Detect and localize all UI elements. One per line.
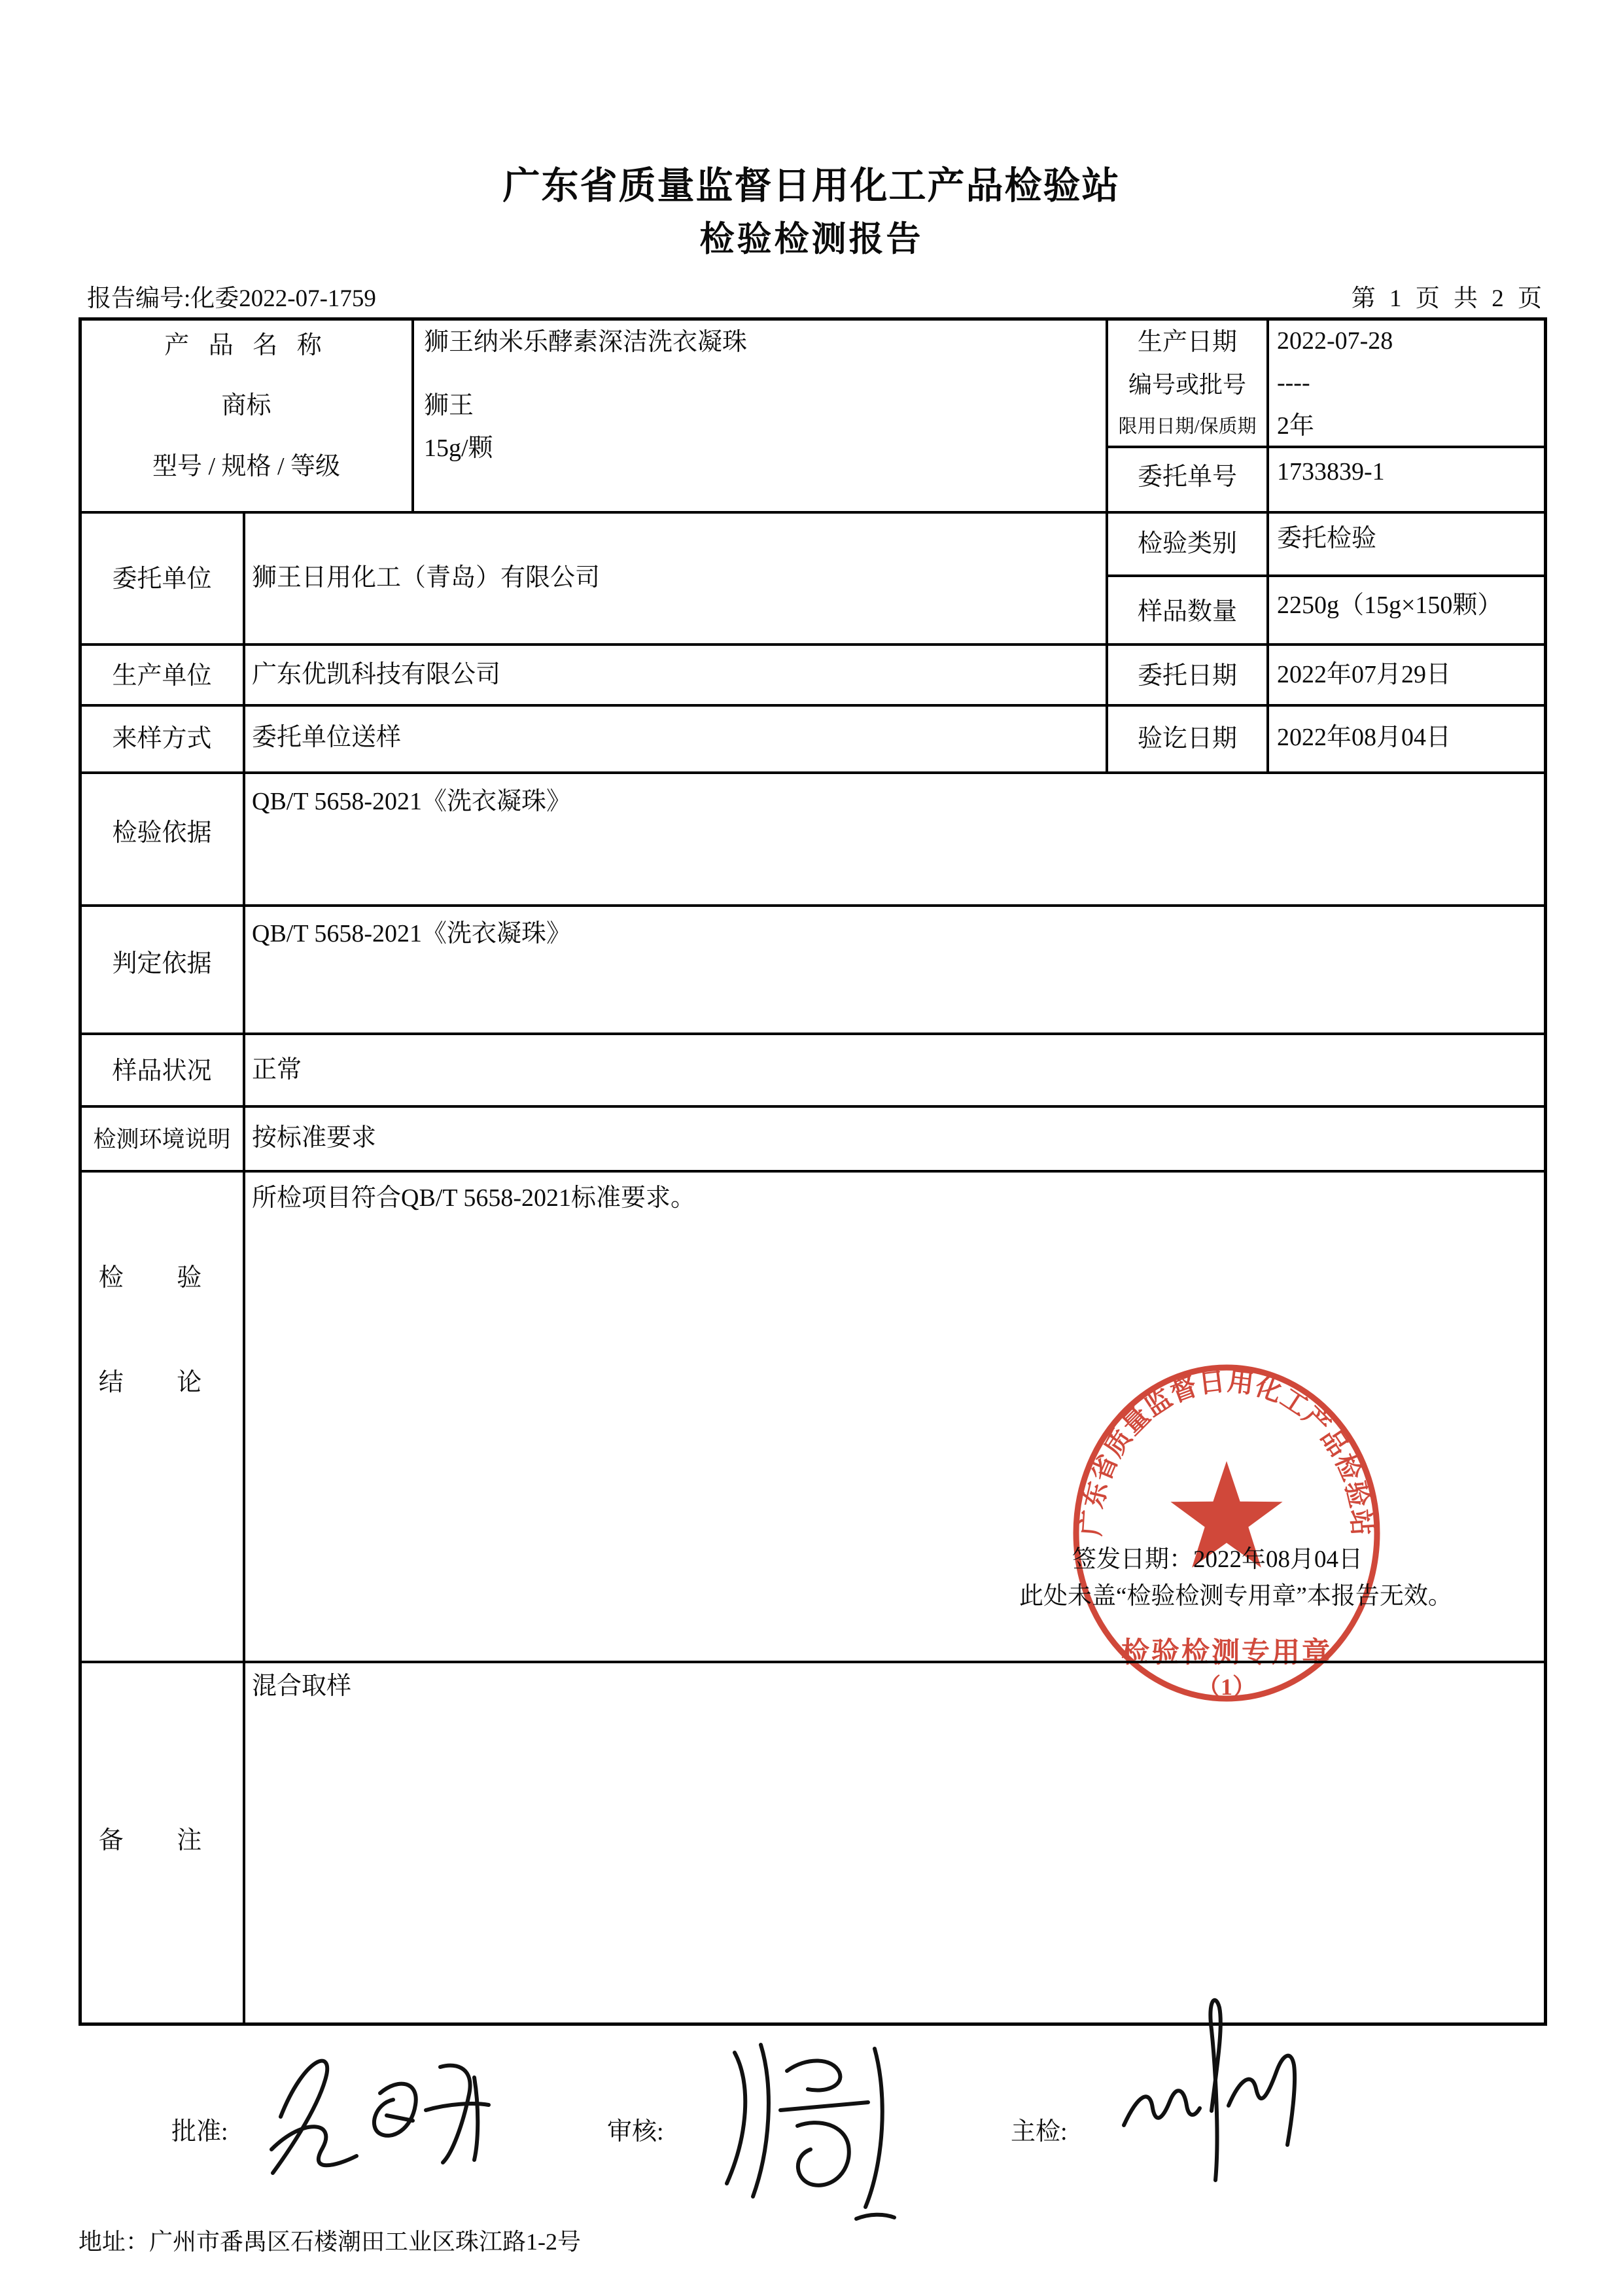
- grid-line: [411, 320, 414, 511]
- entrust-date-value: 2022年07月29日: [1277, 661, 1452, 688]
- environment-value: 按标准要求: [252, 1124, 377, 1152]
- sample-status-value: 正常: [252, 1056, 302, 1084]
- approve-label: 批准:: [171, 2118, 228, 2146]
- producer-unit-label: 生产单位: [112, 662, 212, 690]
- report-number: 报告编号:化委2022-07-1759: [87, 285, 376, 312]
- production-date-label: 生产日期: [1137, 328, 1237, 356]
- grid-line: [243, 511, 245, 2023]
- remark-value: 混合取样: [252, 1672, 352, 1700]
- grid-line: [1106, 574, 1545, 577]
- grid-line: [82, 1105, 1545, 1108]
- stamp-center-text: 检验检测专用章: [1121, 1638, 1332, 1669]
- page-number-info: 第 1 页 共 2 页: [1351, 285, 1546, 312]
- grid-line: [82, 904, 1545, 907]
- sample-quantity-value: 2250g（15g×150颗）: [1277, 592, 1503, 619]
- review-label: 审核:: [607, 2118, 664, 2146]
- grid-line: [82, 771, 1545, 774]
- review-signature: [703, 2025, 919, 2221]
- sample-quantity-label: 样品数量: [1137, 598, 1237, 626]
- trademark-label: 商标: [221, 392, 271, 419]
- finish-date-label: 验讫日期: [1137, 725, 1237, 752]
- invalid-note-text: 此处未盖“检验检测专用章”本报告无效。: [1019, 1583, 1452, 1610]
- model-spec-grade-label: 型号 / 规格 / 等级: [152, 453, 341, 480]
- entrust-date-label: 委托日期: [1137, 662, 1237, 690]
- grid-line: [82, 1033, 1545, 1035]
- client-unit-label: 委托单位: [112, 565, 212, 593]
- issue-date-text: 签发日期：2022年08月04日: [1072, 1546, 1363, 1573]
- environment-label: 检测环境说明: [93, 1127, 231, 1152]
- test-basis-label: 检验依据: [112, 819, 212, 847]
- remark-label: 备 注: [98, 1827, 226, 1854]
- sample-status-label: 样品状况: [112, 1057, 212, 1085]
- judge-basis-value: QB/T 5658-2021《洗衣凝珠》: [252, 920, 572, 947]
- sampling-method-label: 来样方式: [112, 725, 212, 752]
- grid-line: [1106, 446, 1545, 448]
- expiry-shelf-life-value: 2年: [1277, 412, 1315, 440]
- expiry-shelf-life-label: 限用日期/保质期: [1118, 416, 1257, 437]
- client-unit-value: 狮王日用化工（青岛）有限公司: [252, 564, 601, 592]
- model-spec-grade-value: 15g/颗: [424, 434, 493, 462]
- batch-number-label: 编号或批号: [1128, 372, 1246, 398]
- page-title: 广东省质量监督日用化工产品检验站: [502, 166, 1121, 207]
- official-stamp: [1068, 1360, 1385, 1706]
- stamp-number-text: （1）: [1196, 1674, 1257, 1700]
- grid-line: [82, 1170, 1545, 1173]
- conclusion-label-line1: 检 验: [98, 1264, 226, 1292]
- grid-line: [82, 643, 1545, 646]
- sampling-method-value: 委托单位送样: [252, 724, 402, 751]
- stamp-ring-text: 广东省质量监督日用化工产品检验站: [1076, 1366, 1377, 1537]
- test-basis-value: QB/T 5658-2021《洗衣凝珠》: [252, 788, 572, 815]
- trademark-value: 狮王: [424, 392, 474, 419]
- inspector-label: 主检:: [1011, 2118, 1068, 2146]
- inspection-type-value: 委托检验: [1277, 525, 1377, 552]
- inspector-signature: [1112, 1989, 1321, 2192]
- finish-date-value: 2022年08月04日: [1277, 724, 1452, 751]
- order-number-label: 委托单号: [1137, 463, 1237, 491]
- page-subtitle: 检验检测报告: [699, 221, 924, 258]
- product-name-value: 狮王纳米乐酵素深洁洗衣凝珠: [424, 328, 748, 356]
- conclusion-label-line2: 结 论: [98, 1369, 226, 1396]
- batch-number-value: ----: [1277, 369, 1310, 397]
- grid-line: [1266, 320, 1269, 771]
- grid-line: [82, 704, 1545, 707]
- address-text: 地址：广州市番禺区石楼潮田工业区珠江路1-2号: [79, 2229, 581, 2255]
- conclusion-value: 所检项目符合QB/T 5658-2021标准要求。: [252, 1184, 696, 1212]
- approve-signature: [258, 2038, 507, 2195]
- producer-unit-value: 广东优凯科技有限公司: [252, 661, 501, 688]
- production-date-value: 2022-07-28: [1277, 327, 1393, 355]
- order-number-value: 1733839-1: [1277, 458, 1385, 486]
- product-name-label: 产 品 名 称: [164, 332, 328, 359]
- inspection-type-label: 检验类别: [1137, 530, 1237, 557]
- grid-line: [82, 511, 1545, 514]
- judge-basis-label: 判定依据: [112, 950, 212, 978]
